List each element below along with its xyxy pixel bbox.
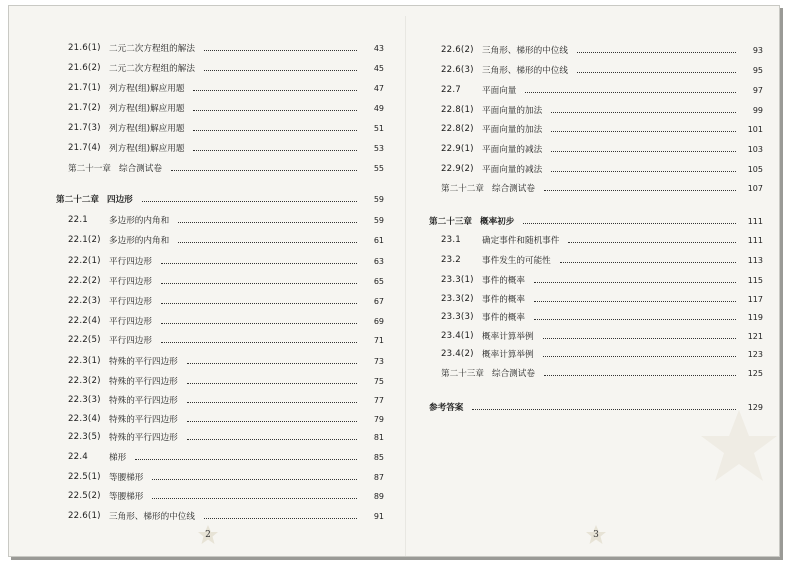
toc-entry[interactable] — [427, 43, 763, 57]
dot-leader — [543, 355, 736, 357]
chapter-number: 第二十一章 — [68, 164, 111, 174]
page-number: 49 — [373, 103, 384, 113]
dot-leader — [187, 362, 357, 364]
dot-leader — [577, 71, 736, 73]
dot-leader — [152, 497, 357, 499]
dot-leader — [187, 438, 357, 440]
section-number: 21.6(1) — [68, 43, 101, 53]
toc-entry[interactable] — [54, 254, 384, 268]
section-number: 22.4 — [68, 452, 88, 462]
section-number: 22.3(3) — [68, 395, 101, 405]
page-number: 43 — [373, 43, 384, 53]
section-number: 23.2 — [441, 255, 461, 265]
star-decoration-icon — [699, 406, 779, 486]
page-number: 117 — [747, 294, 763, 304]
dot-leader — [204, 69, 357, 71]
toc-entry[interactable] — [54, 213, 384, 227]
page-number: 113 — [747, 255, 763, 265]
section-number: 23.4(2) — [441, 349, 474, 359]
section-title: 特殊的平行四边形 — [109, 396, 178, 406]
toc-entry[interactable] — [427, 329, 763, 343]
chapter-number: 第二十三章 — [429, 217, 472, 227]
dot-leader — [161, 341, 357, 343]
dot-leader — [534, 318, 736, 320]
toc-entry[interactable] — [54, 412, 384, 426]
page-number: 89 — [373, 491, 384, 501]
dot-leader — [161, 282, 357, 284]
page-number: 129 — [747, 402, 763, 412]
section-number: 22.9(2) — [441, 164, 474, 174]
page-number: 59 — [373, 215, 384, 225]
section-title: 平面向量的减法 — [482, 145, 543, 155]
section-title: 列方程(组)解应用题 — [109, 124, 185, 134]
section-title: 特殊的平行四边形 — [109, 415, 178, 425]
section-number: 23.1 — [441, 235, 461, 245]
dot-leader — [568, 241, 736, 243]
page-number: 119 — [747, 312, 763, 322]
left-page-number — [197, 524, 219, 546]
toc-chapter-test[interactable] — [54, 161, 384, 175]
section-title: 平面向量 — [482, 86, 517, 96]
toc-entry[interactable] — [54, 509, 384, 523]
page-number-label: 3 — [593, 530, 599, 540]
chapter-title: 概率初步 — [479, 217, 515, 227]
dot-leader — [525, 91, 736, 93]
page-number: 73 — [373, 356, 384, 366]
dot-leader — [142, 200, 357, 202]
section-title: 三角形、梯形的中位线 — [482, 66, 568, 76]
section-number: 22.8(2) — [441, 124, 474, 134]
section-number: 22.6(3) — [441, 65, 474, 75]
dot-leader — [551, 170, 736, 172]
dot-leader — [577, 51, 736, 53]
page-number: 51 — [373, 123, 384, 133]
section-number: 21.6(2) — [68, 63, 101, 73]
section-title: 平行四边形 — [109, 336, 152, 346]
page-number: 81 — [373, 432, 384, 442]
page-number: 91 — [373, 511, 384, 521]
toc-entry[interactable] — [427, 292, 763, 306]
page-number: 55 — [373, 163, 384, 173]
toc-entry[interactable] — [427, 233, 763, 247]
section-title: 列方程(组)解应用题 — [109, 84, 185, 94]
section-title: 特殊的平行四边形 — [109, 377, 178, 387]
section-title: 平面向量的加法 — [482, 106, 543, 116]
page-number: 63 — [373, 256, 384, 266]
page-number: 97 — [752, 85, 763, 95]
right-page-number — [585, 524, 607, 546]
section-number: 22.1 — [68, 215, 88, 225]
toc-entry[interactable] — [427, 162, 763, 176]
toc-entry[interactable] — [54, 233, 384, 247]
section-title: 二元二次方程组的解法 — [109, 64, 195, 74]
toc-chapter-test[interactable] — [427, 366, 763, 380]
toc-entry[interactable] — [54, 41, 384, 55]
page-number: 111 — [747, 235, 763, 245]
dot-leader — [178, 241, 357, 243]
toc-entry[interactable] — [54, 393, 384, 407]
page-number: 71 — [373, 335, 384, 345]
dot-leader — [161, 322, 357, 324]
section-number: 22.8(1) — [441, 105, 474, 115]
dot-leader — [193, 129, 357, 131]
section-title: 概率计算举例 — [482, 350, 534, 360]
section-title: 特殊的平行四边形 — [109, 357, 178, 367]
dot-leader — [187, 401, 357, 403]
section-title: 事件的概率 — [482, 295, 525, 305]
chapter-title: 综合测试卷 — [118, 164, 162, 174]
page-number-label: 2 — [205, 530, 211, 540]
dot-leader — [204, 517, 357, 519]
dot-leader — [472, 408, 736, 410]
toc-entry[interactable] — [427, 63, 763, 77]
page-number: 53 — [373, 143, 384, 153]
section-number: 22.6(2) — [441, 45, 474, 55]
section-number: 22.9(1) — [441, 144, 474, 154]
section-number: 21.7(2) — [68, 103, 101, 113]
section-title: 多边形的内角和 — [109, 236, 170, 246]
dot-leader — [544, 189, 736, 191]
section-title: 梯形 — [109, 453, 127, 463]
page-number: 87 — [373, 472, 384, 482]
page-number: 105 — [747, 164, 763, 174]
dot-leader — [523, 222, 736, 224]
page-number: 103 — [747, 144, 763, 154]
dot-leader — [560, 261, 736, 263]
section-title: 特殊的平行四边形 — [109, 433, 178, 443]
page-number: 65 — [373, 276, 384, 286]
page-number: 95 — [752, 65, 763, 75]
toc-entry[interactable] — [54, 470, 384, 484]
section-title: 事件发生的可能性 — [482, 256, 551, 266]
toc-chapter-test[interactable] — [427, 181, 763, 195]
dot-leader — [534, 300, 736, 302]
dot-leader — [534, 281, 736, 283]
toc-entry[interactable] — [54, 374, 384, 388]
dot-leader — [543, 337, 736, 339]
page-fold — [405, 16, 406, 556]
dot-leader — [193, 109, 357, 111]
page-number: 111 — [747, 216, 763, 226]
section-number: 22.2(4) — [68, 316, 101, 326]
section-number: 22.2(2) — [68, 276, 101, 286]
dot-leader — [187, 382, 357, 384]
dot-leader — [544, 374, 736, 376]
toc-entry[interactable] — [54, 101, 384, 115]
chapter-title: 四边形 — [106, 195, 133, 205]
dot-leader — [204, 49, 357, 51]
dot-leader — [152, 478, 357, 480]
page-number: 93 — [752, 45, 763, 55]
section-title: 三角形、梯形的中位线 — [109, 512, 195, 522]
section-number: 22.3(2) — [68, 376, 101, 386]
toc-entry[interactable] — [427, 142, 763, 156]
dot-leader — [135, 458, 357, 460]
section-title: 等腰梯形 — [109, 492, 144, 502]
section-number: 22.3(4) — [68, 414, 101, 424]
section-number: 22.2(1) — [68, 256, 101, 266]
section-title: 二元二次方程组的解法 — [109, 44, 195, 54]
section-number: 22.6(1) — [68, 511, 101, 521]
section-number: 22.2(5) — [68, 335, 101, 345]
dot-leader — [193, 149, 357, 151]
dot-leader — [187, 420, 357, 422]
section-title: 三角形、梯形的中位线 — [482, 46, 568, 56]
answers-title: 参考答案 — [429, 403, 464, 413]
page-number: 45 — [373, 63, 384, 73]
section-title: 平行四边形 — [109, 317, 152, 327]
dot-leader — [171, 169, 357, 171]
section-title: 平行四边形 — [109, 297, 152, 307]
chapter-number: 第二十二章 — [56, 195, 99, 205]
section-number: 23.4(1) — [441, 331, 474, 341]
page-number: 121 — [747, 331, 763, 341]
section-title: 概率计算举例 — [482, 332, 534, 342]
section-number: 22.3(5) — [68, 432, 101, 442]
section-number: 22.2(3) — [68, 296, 101, 306]
section-number: 23.3(3) — [441, 312, 474, 322]
section-number: 21.7(3) — [68, 123, 101, 133]
book-spread — [8, 5, 780, 557]
toc-entry[interactable] — [54, 314, 384, 328]
toc-entry[interactable] — [54, 294, 384, 308]
section-number: 22.3(1) — [68, 356, 101, 366]
section-title: 平面向量的减法 — [482, 165, 543, 175]
page-number: 125 — [747, 368, 763, 378]
toc-chapter-heading[interactable] — [427, 214, 763, 228]
toc-entry[interactable] — [54, 81, 384, 95]
page-number: 101 — [747, 124, 763, 134]
toc-entry[interactable] — [427, 253, 763, 267]
page-number: 107 — [747, 183, 763, 193]
page-number: 47 — [373, 83, 384, 93]
dot-leader — [178, 221, 357, 223]
toc-entry[interactable] — [54, 489, 384, 503]
toc-chapter-heading[interactable] — [54, 192, 384, 206]
toc-entry[interactable] — [427, 347, 763, 361]
section-number: 21.7(4) — [68, 143, 101, 153]
toc-entry[interactable] — [54, 274, 384, 288]
chapter-number: 第二十三章 — [441, 369, 484, 379]
toc-entry[interactable] — [54, 430, 384, 444]
toc-entry[interactable] — [427, 103, 763, 117]
toc-entry[interactable] — [54, 333, 384, 347]
dot-leader — [551, 130, 736, 132]
dot-leader — [551, 150, 736, 152]
toc-entry[interactable] — [54, 141, 384, 155]
page-number: 99 — [752, 105, 763, 115]
toc-entry[interactable] — [427, 83, 763, 97]
section-title: 平行四边形 — [109, 277, 152, 287]
page-number: 85 — [373, 452, 384, 462]
section-number: 22.1(2) — [68, 235, 101, 245]
section-number: 23.3(1) — [441, 275, 474, 285]
section-title: 平行四边形 — [109, 257, 152, 267]
toc-entry[interactable] — [54, 121, 384, 135]
toc-entry[interactable] — [54, 354, 384, 368]
section-number: 23.3(2) — [441, 294, 474, 304]
page-number: 61 — [373, 235, 384, 245]
page-number: 59 — [373, 194, 384, 204]
section-number: 22.7 — [441, 85, 461, 95]
section-number: 22.5(2) — [68, 491, 101, 501]
toc-entry[interactable] — [427, 273, 763, 287]
section-title: 等腰梯形 — [109, 473, 144, 483]
section-title: 事件的概率 — [482, 276, 525, 286]
dot-leader — [551, 111, 736, 113]
page-number: 77 — [373, 395, 384, 405]
chapter-title: 综合测试卷 — [491, 184, 535, 194]
dot-leader — [161, 262, 357, 264]
toc-entry[interactable] — [54, 450, 384, 464]
toc-entry[interactable] — [54, 61, 384, 75]
page-number: 75 — [373, 376, 384, 386]
toc-entry[interactable] — [427, 122, 763, 136]
section-number: 22.5(1) — [68, 472, 101, 482]
section-title: 列方程(组)解应用题 — [109, 144, 185, 154]
chapter-number: 第二十二章 — [441, 184, 484, 194]
section-number: 21.7(1) — [68, 83, 101, 93]
section-title: 确定事件和随机事件 — [482, 236, 560, 246]
page-number: 123 — [747, 349, 763, 359]
page-number: 79 — [373, 414, 384, 424]
toc-answers[interactable] — [427, 400, 763, 414]
section-title: 多边形的内角和 — [109, 216, 170, 226]
dot-leader — [161, 302, 357, 304]
chapter-title: 综合测试卷 — [491, 369, 535, 379]
section-title: 列方程(组)解应用题 — [109, 104, 185, 114]
section-title: 事件的概率 — [482, 313, 525, 323]
page-number: 69 — [373, 316, 384, 326]
page-number: 115 — [747, 275, 763, 285]
section-title: 平面向量的加法 — [482, 125, 543, 135]
page-number: 67 — [373, 296, 384, 306]
dot-leader — [193, 89, 357, 91]
toc-entry[interactable] — [427, 310, 763, 324]
